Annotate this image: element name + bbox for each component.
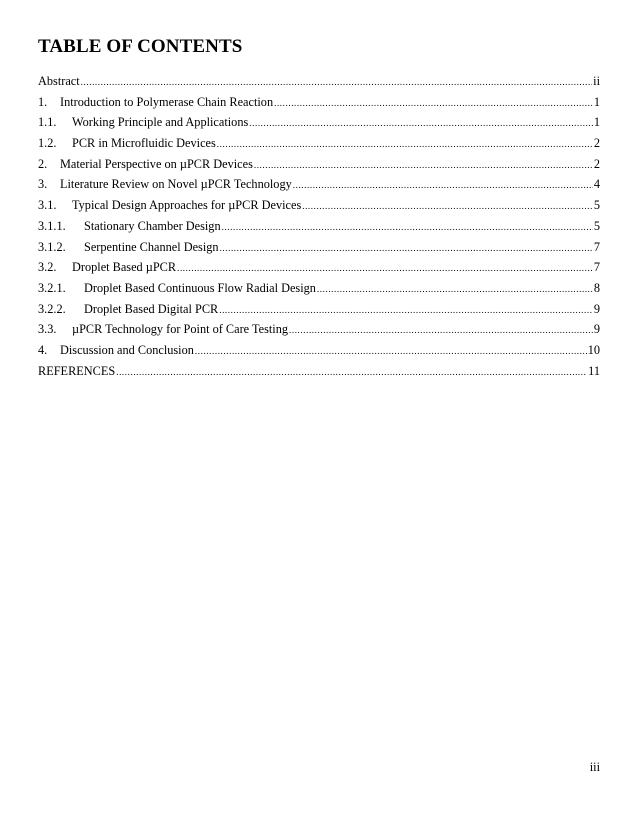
toc-entry-title: Droplet Based Continuous Flow Radial Design xyxy=(84,280,316,295)
toc-entry-number: 1.1. xyxy=(38,115,57,130)
toc-dot-leader xyxy=(195,341,587,362)
toc-dot-leader xyxy=(217,134,593,155)
toc-entry-point-of-care[interactable] xyxy=(38,319,600,340)
toc-entry-title: Stationary Chamber Design xyxy=(84,218,221,233)
toc-entry-page: 2 xyxy=(593,136,600,151)
page-number: iii xyxy=(589,760,600,774)
toc-entry-title: Droplet Based µPCR xyxy=(72,260,177,275)
toc-entry-literature-review[interactable] xyxy=(38,174,600,195)
toc-entry-title: Working Principle and Applications xyxy=(72,115,249,130)
toc-entry-number: 4. xyxy=(38,342,48,357)
toc-dot-leader xyxy=(249,113,593,134)
toc-entry-references[interactable] xyxy=(38,361,600,382)
toc-entry-page: 9 xyxy=(593,301,600,316)
toc-entry-number: 3.1.1. xyxy=(38,218,66,233)
toc-entry-page: 11 xyxy=(588,363,600,378)
toc-entry-page: 10 xyxy=(587,342,600,357)
toc-entry-page: ii xyxy=(593,74,600,88)
toc-entry-typical-design[interactable] xyxy=(38,195,600,216)
toc-entry-page: 4 xyxy=(593,177,600,192)
toc-entry-page: 5 xyxy=(593,218,600,233)
toc-dot-leader xyxy=(289,320,593,341)
toc-entry-number: 1. xyxy=(38,94,48,109)
toc-dot-leader xyxy=(293,175,593,196)
toc-entry-serpentine-channel[interactable] xyxy=(38,237,600,258)
table-of-contents xyxy=(38,71,600,381)
toc-dot-leader xyxy=(116,362,587,383)
toc-entry-page: 1 xyxy=(593,94,600,109)
toc-entry-title: Droplet Based Digital PCR xyxy=(84,301,219,316)
toc-entry-title: Material Perspective on µPCR Devices xyxy=(60,156,253,171)
toc-entry-material-perspective[interactable] xyxy=(38,154,600,175)
toc-entry-abstract[interactable] xyxy=(38,71,600,92)
toc-dot-leader xyxy=(220,238,593,259)
toc-entry-number: 3.1.2. xyxy=(38,239,66,254)
toc-dot-leader xyxy=(254,155,593,176)
toc-entry-pcr-microfluidic[interactable] xyxy=(38,133,600,154)
toc-entry-title: Abstract xyxy=(38,74,80,88)
toc-entry-droplet-based[interactable] xyxy=(38,257,600,278)
toc-entry-title: Literature Review on Novel µPCR Technology xyxy=(60,177,292,192)
page-title: TABLE OF CONTENTS xyxy=(38,36,243,57)
toc-entry-page: 5 xyxy=(593,198,600,213)
toc-entry-continuous-flow-radial[interactable] xyxy=(38,278,600,299)
toc-entry-number: 2. xyxy=(38,156,48,171)
toc-entry-title: Serpentine Channel Design xyxy=(84,239,219,254)
toc-entry-title: Typical Design Approaches for µPCR Devices xyxy=(72,198,302,213)
toc-entry-digital-pcr[interactable] xyxy=(38,299,600,320)
toc-entry-number: 3.1. xyxy=(38,198,57,213)
toc-dot-leader xyxy=(222,217,593,238)
toc-entry-title: REFERENCES xyxy=(38,363,116,378)
toc-entry-page: 8 xyxy=(593,280,600,295)
toc-entry-page: 7 xyxy=(593,239,600,254)
toc-entry-number: 3.2.1. xyxy=(38,280,66,295)
toc-entry-page: 2 xyxy=(593,156,600,171)
toc-dot-leader xyxy=(177,258,593,279)
toc-entry-title: Introduction to Polymerase Chain Reaction xyxy=(60,94,274,109)
toc-entry-number: 3.3. xyxy=(38,322,57,337)
toc-entry-page: 9 xyxy=(593,322,600,337)
toc-entry-page: 7 xyxy=(593,260,600,275)
toc-dot-leader xyxy=(219,300,593,321)
toc-entry-page: 1 xyxy=(593,115,600,130)
toc-dot-leader xyxy=(317,279,593,300)
toc-dot-leader xyxy=(81,72,592,93)
toc-entry-discussion[interactable] xyxy=(38,340,600,361)
toc-entry-title: Discussion and Conclusion xyxy=(60,342,194,357)
toc-entry-title: PCR in Microfluidic Devices xyxy=(72,136,216,151)
toc-entry-number: 3. xyxy=(38,177,48,192)
toc-dot-leader xyxy=(302,196,593,217)
toc-entry-introduction[interactable] xyxy=(38,92,600,113)
toc-entry-number: 3.2. xyxy=(38,260,57,275)
toc-dot-leader xyxy=(274,93,593,114)
toc-entry-number: 1.2. xyxy=(38,136,57,151)
toc-entry-title: µPCR Technology for Point of Care Testing xyxy=(72,322,288,337)
toc-entry-stationary-chamber[interactable] xyxy=(38,216,600,237)
toc-entry-working-principle[interactable] xyxy=(38,112,600,133)
toc-entry-number: 3.2.2. xyxy=(38,301,66,316)
